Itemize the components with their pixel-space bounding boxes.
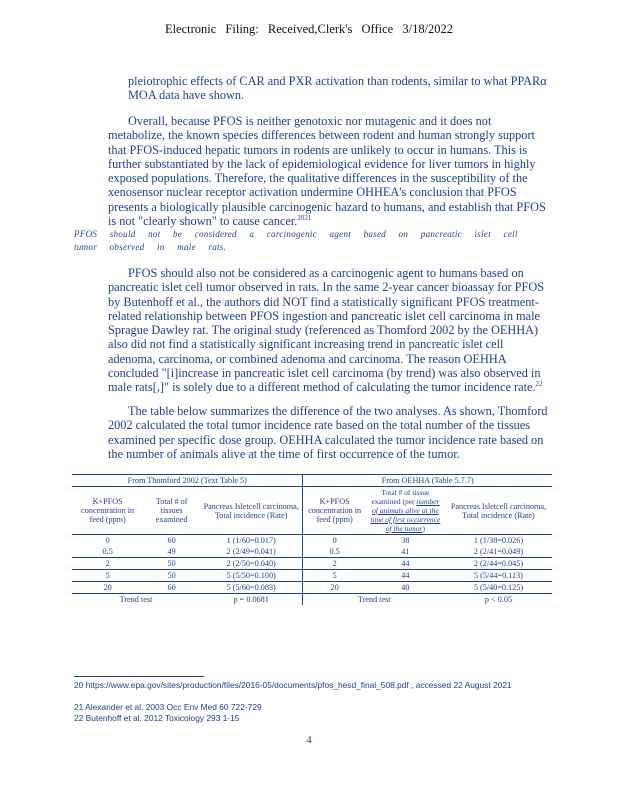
cell-total-right: 38 bbox=[401, 536, 410, 545]
cell-total: 50 bbox=[143, 570, 200, 582]
footnote-ref-20: 20 bbox=[297, 213, 305, 222]
cell-conc-right: 20 bbox=[303, 582, 366, 594]
col-header-total-right bbox=[366, 487, 445, 535]
footnote-separator bbox=[74, 676, 204, 677]
cell-incidence-right: 2 (2/44=0.045) bbox=[445, 558, 552, 570]
cell-incidence: 5 (5/50=0.100) bbox=[200, 570, 303, 582]
cell-conc-right: 0.5 bbox=[303, 546, 366, 558]
paragraph-overall-text: Overall, because PFOS is neither genotoxic nor mutagenic and it does not metabolize, the known species differences between rodent and human strongly support that PFOS-induced hepatic tumors in rodents are unlikely to occur in humans. This is further substantiated by the lack of epidemiological evidence for liver tumors in highly exposed populations. Therefore, the qualitative differences in the susceptibility of the xenosensor nuclear receptor activation undermine OHHEA's conclusion that PFOS presents a biologically plausible carcinogenic hazard to humans, and establish that PFOS is not "clearly shown" to cause cancer. bbox=[108, 114, 546, 229]
col-header-conc-left: K+PFOS concentration in feed (ppm) bbox=[72, 487, 143, 535]
cell-total-right: 41 bbox=[366, 546, 445, 558]
col-header-total-right-underlined: number of animals alive at the time of first occurrence of the tumor bbox=[370, 497, 441, 533]
paragraph-continuation: pleiotrophic effects of CAR and PXR activation than rodents, similar to what PPARα MOA data have shown. bbox=[128, 74, 547, 103]
table-row bbox=[72, 546, 552, 558]
cell-total-right: 44 bbox=[366, 558, 445, 570]
cell-total-right: 40 bbox=[366, 582, 445, 594]
cell-incidence-right: 5 (5/40=0.125) bbox=[445, 582, 552, 594]
col-header-incidence-right: Pancreas Isletcell carcinoma, Total incidence (Rate) bbox=[445, 487, 552, 535]
col-header-incidence-left: Pancreas Isletcell carcinoma, Total incidence (Rate) bbox=[200, 487, 303, 535]
cell-incidence: 1 (1/60=0.017) bbox=[226, 536, 276, 545]
cell-conc: 2 bbox=[72, 558, 143, 570]
cell-incidence-right: 5 (5/44=0.113) bbox=[445, 570, 552, 582]
table-row bbox=[72, 558, 552, 570]
trend-value-left: p = 0.0681 bbox=[233, 595, 269, 604]
cell-incidence-right: 2 (2/41=0.049) bbox=[445, 546, 552, 558]
footnote-22: 22 Butenhoff et al. 2012 Toxicology 293 1-15 bbox=[74, 713, 240, 723]
right-table-title: From OEHHA (Table 5.7.7) bbox=[303, 475, 552, 487]
paragraph-table-intro: The table below summarizes the difference of the two analyses. As shown, Thomford 2002 calculated the total tumor incidence rate based on the total number of the tissues examined per specific dose group. OEHHA calculated the tumor incidence rate based on the number of animals alive at the time of first occurrence of the tumor. bbox=[108, 404, 548, 461]
section-heading: PFOS should not be considered a carcinogenic agent based on pancreatic islet cell tumor observed in male rats. bbox=[74, 229, 518, 252]
trend-label-left: Trend test bbox=[119, 595, 153, 604]
filing-header: Electronic Filing: Received,Clerk's Office 3/18/2022 bbox=[164, 22, 454, 36]
table-row bbox=[72, 570, 552, 582]
cell-conc-right: 0 bbox=[303, 535, 366, 547]
footnote-21: 21 Alexander et al. 2003 Occ Env Med 60 722-729 bbox=[74, 702, 262, 712]
footnote-ref-22: 22 bbox=[535, 380, 543, 389]
col-header-total-right-post: ) bbox=[422, 524, 425, 533]
paragraph-islet bbox=[108, 266, 548, 395]
cell-conc: 0 bbox=[105, 536, 110, 545]
trend-row bbox=[72, 594, 552, 606]
cell-total: 49 bbox=[143, 546, 200, 558]
cell-total: 50 bbox=[143, 558, 200, 570]
trend-label-right: Trend test bbox=[303, 594, 445, 606]
cell-conc-right: 2 bbox=[303, 558, 366, 570]
col-header-total-right-pre: Total # of tissue examined (per bbox=[371, 488, 430, 506]
cell-conc: 20 bbox=[72, 582, 143, 594]
paragraph-overall bbox=[108, 114, 548, 228]
cell-total-right: 44 bbox=[366, 570, 445, 582]
cell-conc: 0.5 bbox=[72, 546, 143, 558]
left-table-title: From Thomford 2002 (Text Table 5) bbox=[72, 475, 303, 487]
cell-incidence: 2 (2/49=0.041) bbox=[200, 546, 303, 558]
trend-value-right: p < 0.05 bbox=[484, 595, 513, 604]
cell-total: 60 bbox=[143, 582, 200, 594]
cell-incidence-right: 1 (1/38=0.026) bbox=[473, 536, 524, 545]
table-row bbox=[72, 535, 552, 547]
page-number: 4 bbox=[306, 734, 312, 746]
paragraph-islet-text: PFOS should also not be considered as a carcinogenic agent to humans based on pancreatic islet cell tumor observed in rats. In the same 2-year cancer bioassay for PFOS by Butenhoff et al., the authors did NOT find a statistically significant PFOS treatment-related relationship between PFOS ingestion and pancreatic islet cell carcinoma in male Sprague Dawley rat. The original study (referenced as Thomford 2002 by the OEHHA) also did not find a statistically significant increasing trend in pancreatic islet cell adenoma, carcinoma, or combined adenoma and carcinoma. The reason OEHHA concluded "[i]increase in pancreatic islet cell carcinoma (by trend) was also observed in male rats[,]" is solely due to a different method of calculating the tumor incidence rate. bbox=[108, 266, 545, 395]
cell-conc: 5 bbox=[72, 570, 143, 582]
col-header-total-left: Total # of tissues examined bbox=[143, 487, 200, 535]
cell-conc-right: 5 bbox=[303, 570, 366, 582]
table-row bbox=[72, 582, 552, 594]
col-header-conc-right: K+PFOS concentration in feed (ppm) bbox=[303, 487, 366, 535]
footnote-ref-21: 21 bbox=[304, 213, 312, 222]
comparison-table bbox=[72, 474, 552, 605]
cell-incidence: 5 (5/60=0.083) bbox=[200, 582, 303, 594]
footnote-20: 20 https://www.epa.gov/sites/production/files/2016-05/documents/pfos_hesd_final_508.pdf , accessed 22 August 2021 bbox=[74, 680, 512, 690]
cell-incidence: 2 (2/50=0.040) bbox=[200, 558, 303, 570]
cell-total: 60 bbox=[167, 536, 176, 545]
